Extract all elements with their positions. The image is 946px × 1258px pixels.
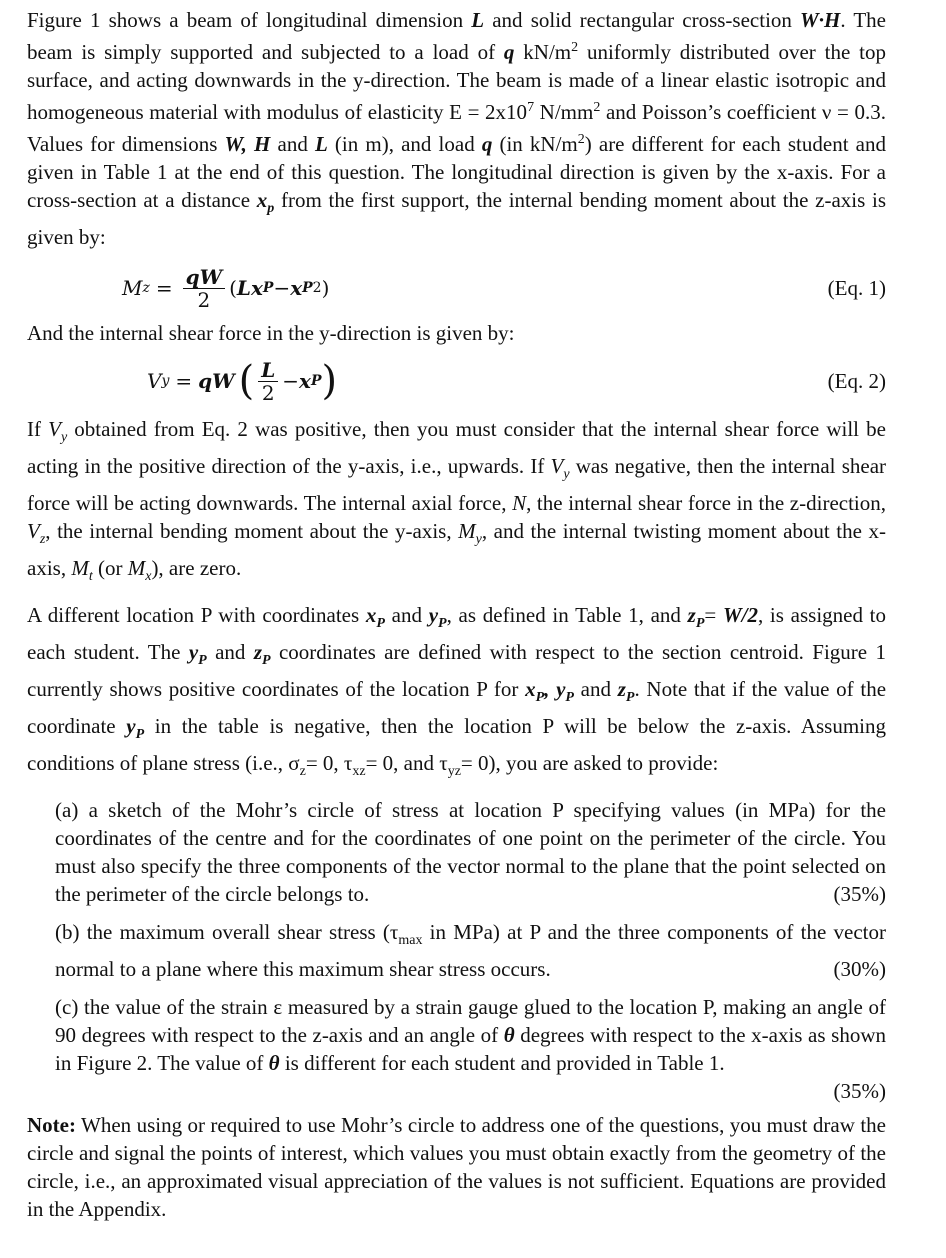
eq2-formula: V y = qW ( $\frac{L}{2}$ − x P ) bbox=[147, 357, 338, 405]
item-b-weight: (30%) bbox=[833, 957, 886, 981]
item-a-text: (a) a sketch of the Mohr’s circle of stress at location P specifying values (in MPa) for the coordinates of the centre and for the coordinates of one point on the perimeter of the circle. You must also specify the three components of the vector normal to the plane that the point selected on the perimeter of the circle belongs to. (35%) bbox=[55, 798, 886, 906]
shear-direction-paragraph: If $V_y$ obtained from Eq. 2 was positive, then you must consider that the internal shear force will be acting in the positive direction of the y-axis, i.e., upwards. If $V_y$ was negative, then the internal shear force will be acting downwards. The internal axial force, N, the internal shear force in the z-direction, $V_z$, the internal bending moment about the y-axis, $M_y$, and the internal twisting moment about the x-axis, $M_t$ (or $M_x$), are zero. bbox=[27, 417, 887, 584]
equation-2 bbox=[27, 351, 886, 411]
item-c-weight: (35%) bbox=[833, 1079, 886, 1103]
item-c-text: (c) the value of the strain ε measured by a strain gauge glued to the location P, making an angle of 90 degrees with respect to the z-axis and an angle of θ degrees with respect to the x-axis as shown in Figure 2. The value of θ is different for each student and provided in Table 1. bbox=[55, 995, 886, 1075]
note-label: Note: bbox=[27, 1113, 76, 1137]
item-a bbox=[55, 796, 886, 908]
eq2-label: (Eq. 2) bbox=[827, 369, 886, 393]
location-paragraph: A different location P with coordinates $x_P$ and $y_P$, as defined in Table 1, and $z_P= W/2$, is assigned to each student. The $y_P$ and $z_P$ coordinates are defined with respect to the section centroid. Figure 1 currently shows positive coordinates of the location P for $x_P$, $y_P$ and $z_P$. Note that if the value of the coordinate $y_P$ in the table is negative, then the location P will be below the z-axis. Assuming conditions of plane stress (i.e., $\sigma_z= 0$, $\tau_{xz}= 0$, and $\tau_{yz}= 0$), you are asked to provide: bbox=[27, 603, 887, 779]
shear-intro: And the internal shear force in the y-direction is given by: bbox=[27, 321, 515, 345]
note-paragraph: Note: When using or required to use Mohr’s circle to address one of the questions, you must draw the circle and signal the points of interest, which values you must obtain exactly from the geometry of the circle, i.e., an approximated visual appreciation of the values is not sufficient. Equations are provided in the Appendix. bbox=[27, 1113, 886, 1221]
eq1-formula: M z = $\frac{qW}{2}$ ( L x P − x P 2 ) bbox=[122, 264, 330, 312]
eq1-fraction: $\frac{qW}{2}$ bbox=[183, 266, 225, 311]
equation-1 bbox=[27, 259, 886, 317]
item-b bbox=[55, 918, 886, 983]
eq2-fraction: $\frac{L}{2}$ bbox=[258, 359, 278, 404]
item-b-text: (b) the maximum overall shear stress ($\tau_{max}$ in MPa) at P and the three components of the vector normal to a plane where this maximum shear stress occurs. (30%) bbox=[55, 920, 886, 981]
item-c bbox=[55, 993, 886, 1105]
intro-paragraph: Figure 1 shows a beam of longitudinal dimension L and solid rectangular cross-section W·H. The beam is simply supported and subjected to a load of q $kN/m^2$ uniformly distributed over the top surface, and acting downwards in the y-direction. The beam is made of a linear elastic isotropic and homogeneous material with modulus of elasticity $E = 2x10^7$ $N/mm^2$ and Poisson’s coefficient ν = 0.3. Values for dimensions W, H and L (in m), and load q (in $kN/m^2$) are different for each student and given in Table 1 at the end of this question. The longitudinal direction is given by the x-axis. For a cross-section at a distance $x_p$ from the first support, the internal bending moment about the z-axis is given by: bbox=[27, 8, 887, 249]
item-a-weight: (35%) bbox=[833, 882, 886, 906]
eq1-label: (Eq. 1) bbox=[827, 276, 886, 300]
